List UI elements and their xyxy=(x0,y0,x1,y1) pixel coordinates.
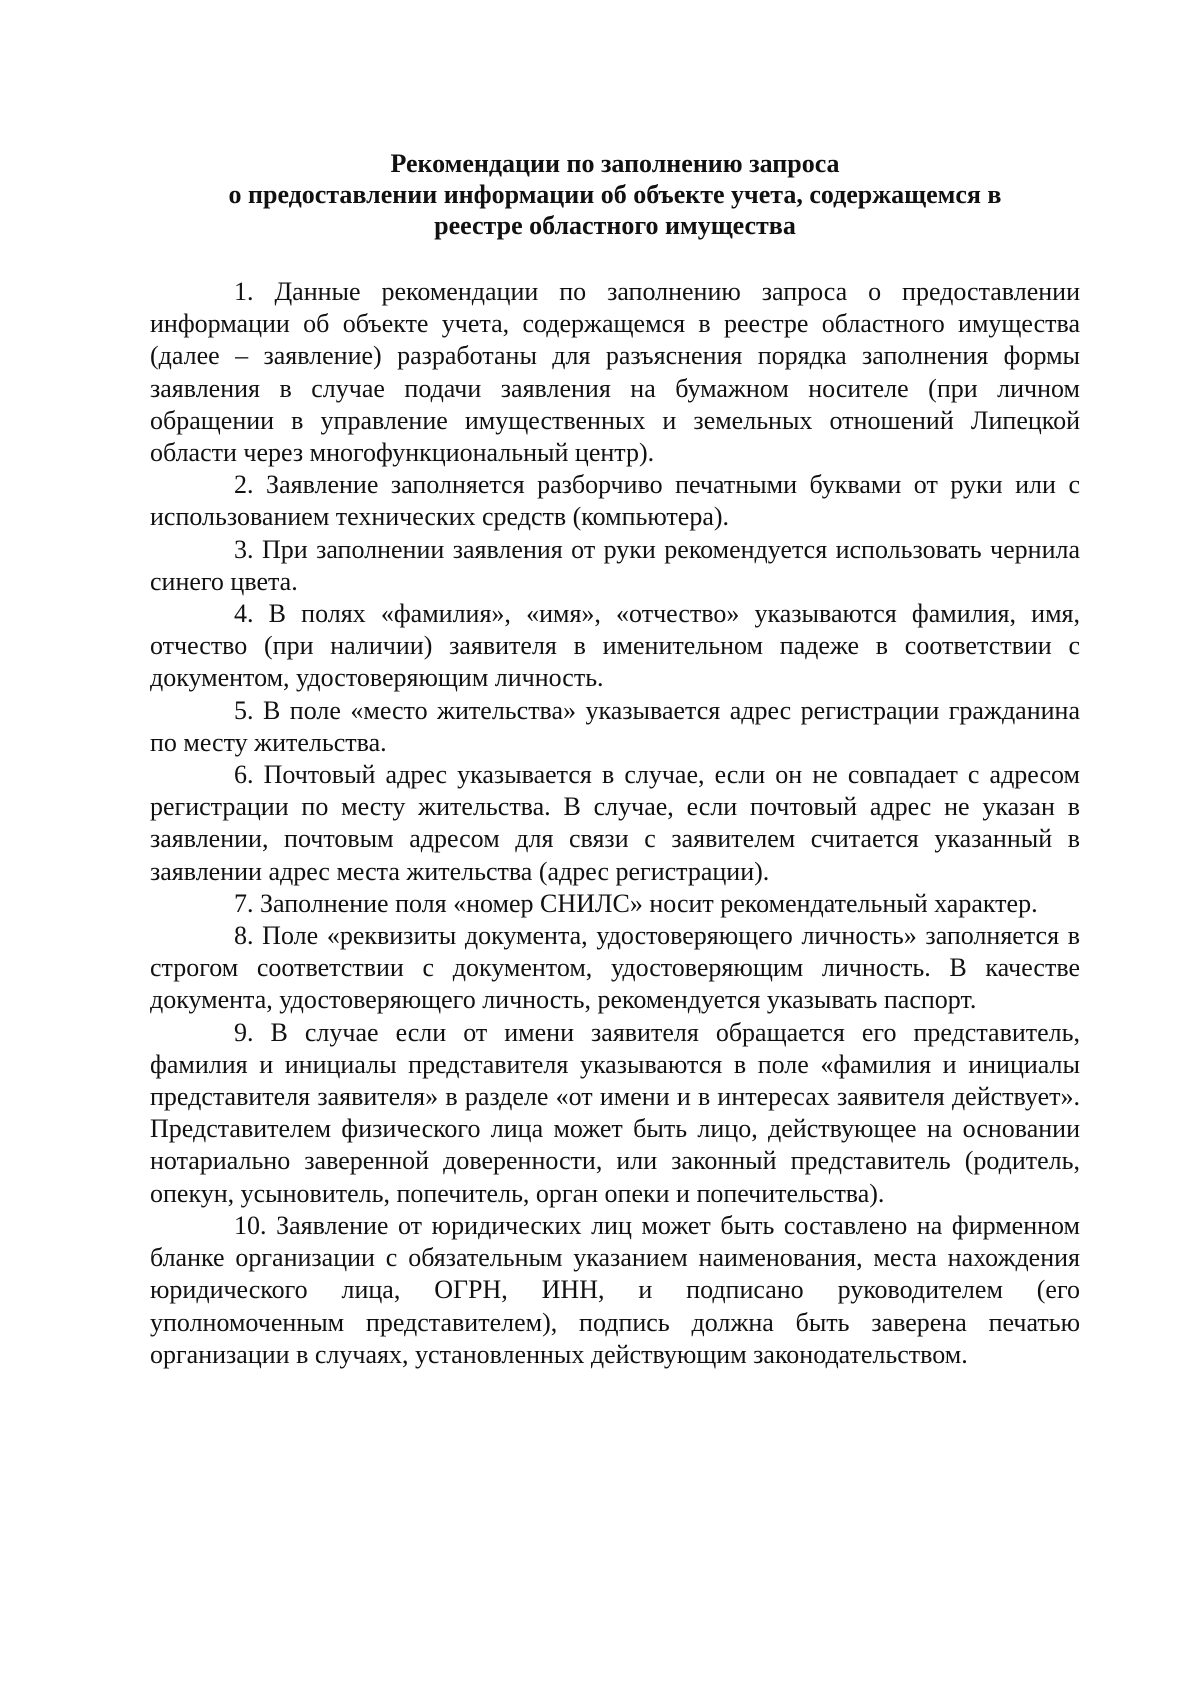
document-body xyxy=(150,276,1080,1371)
paragraph-3: 3. При заполнении заявления от руки рекомендуется использовать чернила синего цвета. xyxy=(150,534,1080,596)
paragraph-7: 7. Заполнение поля «номер СНИЛС» носит рекомендательный характер. xyxy=(234,888,1038,918)
title-line-1: Рекомендации по заполнению запроса xyxy=(390,149,840,178)
paragraph-2: 2. Заявление заполняется разборчиво печатными буквами от руки или с использованием технических средств (компьютера). xyxy=(150,470,1080,532)
paragraph-10: 10. Заявление от юридических лиц может быть составлено на фирменном бланке организации с обязательным указанием наименования, места нахождения юридического лица, ОГРН, ИНН, и подписано руководителем (его уполномоченным представителем), подпись должна быть заверена печатью организации в случаях, установленных действующим законодательством. xyxy=(150,1210,1080,1369)
paragraph-1: 1. Данные рекомендации по заполнению запроса о предоставлении информации об объекте учета, содержащемся в реестре областного имущества (далее – заявление) разработаны для разъяснения порядка заполнения формы заявления в случае подачи заявления на бумажном носителе (при личном обращении в управление имущественных и земельных отношений Липецкой области через многофункциональный центр). xyxy=(150,277,1080,468)
paragraph-4: 4. В полях «фамилия», «имя», «отчество» указываются фамилия, имя, отчество (при наличии) заявителя в именительном падеже в соответствии с документом, удостоверяющим личность. xyxy=(150,599,1080,693)
paragraph-9: 9. В случае если от имени заявителя обращается его представитель, фамилия и инициалы представителя указываются в поле «фамилия и инициалы представителя заявителя» в разделе «от имени и в интересах заявителя действует». Представителем физического лица может быть лицо, действующее на основании нотариально заверенной доверенности, или законный представитель (родитель, опекун, усыновитель, попечитель, орган опеки и попечительства). xyxy=(150,1017,1080,1208)
title-line-3: реестре областного имущества xyxy=(434,211,796,240)
document-title xyxy=(150,148,1080,241)
title-line-2: о предоставлении информации об объекте учета, содержащемся в xyxy=(228,180,1002,209)
paragraph-5: 5. В поле «место жительства» указывается адрес регистрации гражданина по месту жительства. xyxy=(150,695,1080,757)
paragraph-6: 6. Почтовый адрес указывается в случае, если он не совпадает с адресом регистрации по месту жительства. В случае, если почтовый адрес не указан в заявлении, почтовым адресом для связи с заявителем считается указанный в заявлении адрес места жительства (адрес регистрации). xyxy=(150,760,1080,886)
paragraph-8: 8. Поле «реквизиты документа, удостоверяющего личность» заполняется в строгом соответствии с документом, удостоверяющим личность. В качестве документа, удостоверяющего личность, рекомендуется указывать паспорт. xyxy=(150,921,1080,1015)
